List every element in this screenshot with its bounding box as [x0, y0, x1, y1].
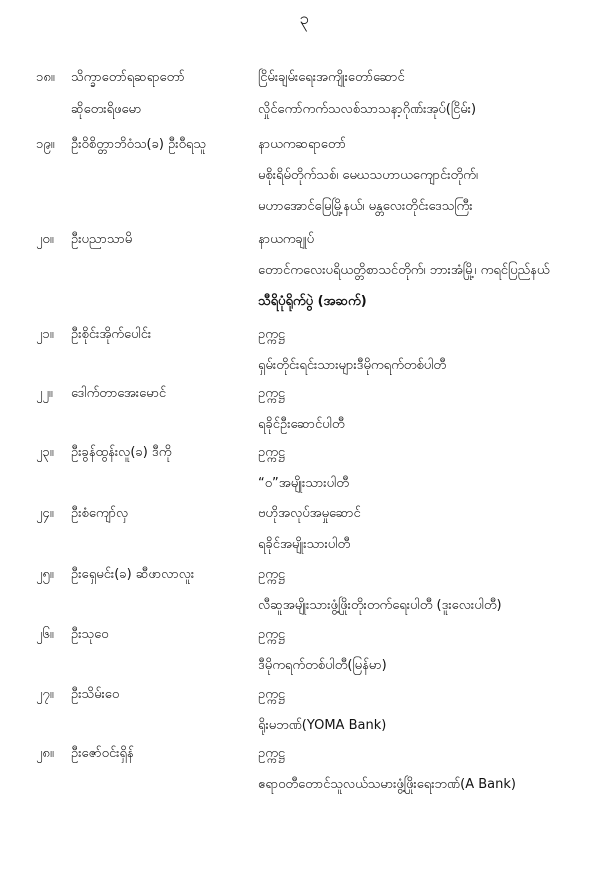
entry-detail-line: နာယကချုပ် [258, 232, 315, 247]
entry-detail-line: လီဆူအမျိုးသားဖွံ့ဖြိုးတိုးတက်ရေးပါတီ (ဒူးလေးပါတီ) [258, 598, 502, 613]
entry-number: ၂၅။ [36, 567, 54, 582]
entry-detail-line: ဥက္ကဋ္ဌ [258, 627, 285, 642]
entry-detail-line: ရှမ်းတိုင်းရင်းသားများဒီမိုကရက်တစ်ပါတီ [258, 358, 447, 373]
entry-number: ၂၈။ [36, 746, 54, 761]
page-number: ၃ [299, 9, 310, 29]
entry-detail-line: ဥက္ကဋ္ဌ [258, 687, 285, 702]
entry-detail-line: ရခိုင်ဦးဆောင်ပါတီ [258, 417, 345, 432]
entry-detail-line: ငြိမ်းချမ်းရေးအကျိုးတော်ဆောင် [258, 70, 405, 85]
entry-number: ၂၁။ [36, 327, 54, 342]
entry-number: ၂၃။ [36, 445, 54, 460]
entry-name: ဆိုတေးရိဖမော [71, 102, 142, 117]
entry-name: ဦးဝိစိတ္တာဘိဝံသ(ခ) ဦးဝီရသူ [71, 137, 206, 152]
entry-detail-line: ဥက္ကဋ္ဌ [258, 327, 285, 342]
entry-number: ၁၉။ [36, 137, 55, 152]
entry-name: ဦးရှေမင်း(ခ) ဆီဖာလာလူး [71, 567, 195, 582]
entry-detail-line: ရိုးမဘဏ်(YOMA Bank) [258, 718, 387, 733]
entry-detail-line: ဥက္ကဋ္ဌ [258, 445, 285, 460]
entry-name: ဦးစိုင်းအိုက်ပေါင်း [71, 327, 152, 342]
entry-name: ဒေါက်တာအေးမောင် [71, 386, 167, 401]
entry-number: ၁၈။ [36, 70, 55, 85]
entry-name: ဦးစံကျော်လှ [71, 506, 129, 521]
entry-name: ဦးသိမ်းဝေ [71, 687, 120, 702]
entry-number: ၂၂။ [36, 386, 53, 401]
entry-number: ၂၀။ [36, 232, 54, 247]
entry-detail-line: ဧရာဝတီတောင်သူလယ်သမားဖွံ့ဖြိုးရေးဘဏ်(A Bank) [258, 777, 516, 792]
entry-detail-line: ရခိုင်အမျိုးသားပါတီ [258, 537, 351, 552]
entry-detail-line: ဗဟိုအလုပ်အမှုဆောင် [258, 506, 361, 521]
entry-number: ၂၇။ [36, 687, 54, 702]
entry-detail-line: လှိုင်ကော်ကက်သလစ်သာသနာ့ဂိုဏ်းအုပ်(ငြိမ်း) [258, 102, 477, 117]
entry-detail-line: “ဝ”အမျိုးသားပါတီ [258, 476, 349, 491]
entry-name: ဦးဇော်ဝင်းရှိန် [71, 746, 134, 761]
entry-number: ၂၆။ [36, 627, 54, 642]
section-heading: သီရိပုံရိုက်ပွဲ (အဆက်) [258, 294, 367, 309]
entry-name: ဦးသုဝေ [71, 627, 109, 642]
entry-detail-line: ဒီမိုကရက်တစ်ပါတီ(မြန်မာ) [258, 658, 387, 673]
entry-name: ဦးပညာသာမိ [71, 232, 133, 247]
entry-name: ဦးခွန်ထွန်းလူ(ခ) ဒီကို [71, 445, 172, 460]
entry-detail-line: မဟာအောင်မြေမြို့နယ်၊ မန္တလေးတိုင်းဒေသကြီး [258, 199, 473, 214]
entry-detail-line: တောင်ကလေးပရိယတ္တိစာသင်တိုက်၊ ဘားအံမြို့၊ ကရင်ပြည်နယ် [258, 263, 550, 278]
entry-detail-line: နာယကဆရာတော် [258, 137, 346, 152]
entry-name: သိက္ခာတော်ရဆရာတော် [71, 70, 185, 85]
entry-number: ၂၄။ [36, 506, 54, 521]
entry-detail-line: မစိုးရိမ်တိုက်သစ်၊ မေဃသဟာယကျောင်းတိုက်၊ [258, 168, 478, 183]
entry-detail-line: ဥက္ကဋ္ဌ [258, 567, 285, 582]
entry-detail-line: ဥက္ကဋ္ဌ [258, 386, 285, 401]
entry-detail-line: ဥက္ကဋ္ဌ [258, 746, 285, 761]
